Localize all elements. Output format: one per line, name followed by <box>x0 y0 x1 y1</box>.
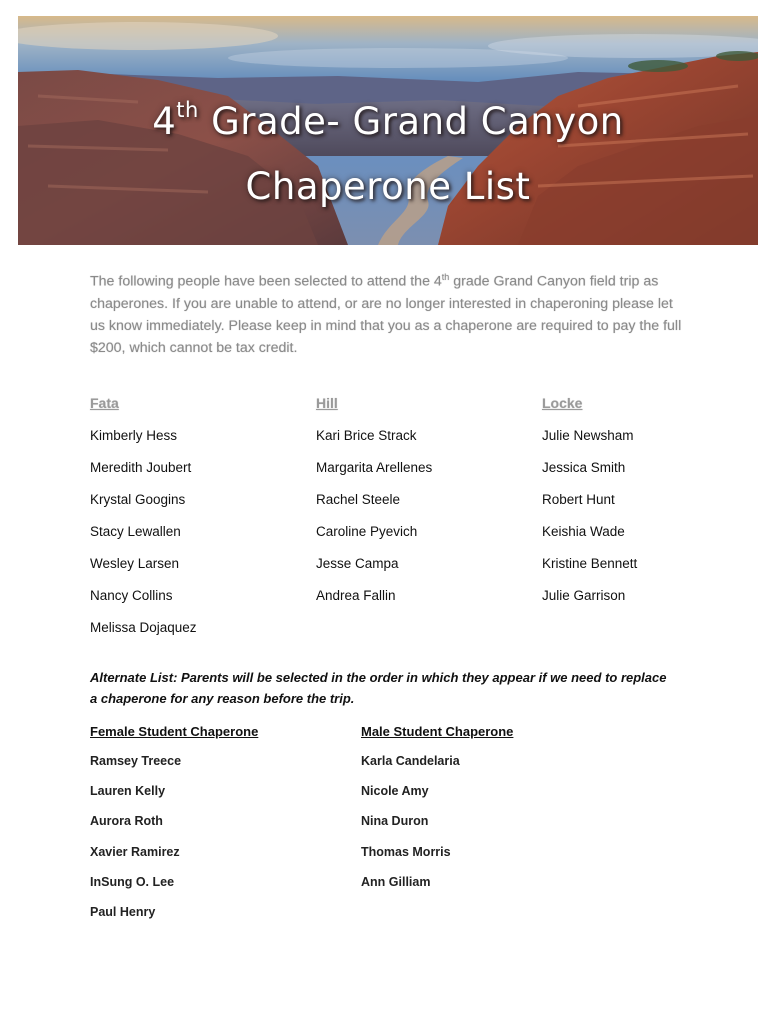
list-item: Melissa Dojaquez <box>90 620 197 635</box>
list-item: Aurora Roth <box>90 814 163 829</box>
alternate-list-note: Alternate List: Parents will be selected in the order in which they appear if we need to replace a chaperone for any reason before the trip. <box>90 670 667 706</box>
list-item: Julie Newsham <box>542 428 634 443</box>
list-item: Rachel Steele <box>316 492 401 507</box>
list-item: Kari Brice Strack <box>316 428 417 443</box>
list-item: Jessica Smith <box>542 460 626 475</box>
list-item: Thomas Morris <box>361 844 451 859</box>
column-locke <box>542 395 742 618</box>
list-item: Kimberly Hess <box>90 428 178 443</box>
list-item: Jesse Campa <box>316 556 399 571</box>
column-heading-hill: Hill <box>316 395 338 411</box>
female-chaperone-list <box>90 752 330 933</box>
male-chaperone-column <box>361 722 601 903</box>
list-item: Meredith Joubert <box>90 460 192 475</box>
female-chaperone-column <box>90 722 330 933</box>
list-item: Margarita Arellenes <box>316 460 433 475</box>
list-item: Krystal Googins <box>90 492 186 507</box>
list-item: Nina Duron <box>361 814 429 829</box>
grand-canyon-banner <box>18 16 758 245</box>
list-item: Ann Gilliam <box>361 874 431 889</box>
female-chaperone-heading: Female Student Chaperone <box>90 724 259 739</box>
list-item: Karla Candelaria <box>361 754 460 768</box>
list-item: Keishia Wade <box>542 524 625 539</box>
banner-title-line1: 4th Grade- Grand Canyon <box>152 97 624 143</box>
column-heading-locke: Locke <box>542 395 583 411</box>
list-item: InSung O. Lee <box>90 874 175 889</box>
column-fata <box>90 395 290 650</box>
list-item: Ramsey Treece <box>90 754 182 768</box>
list-item: Julie Garrison <box>542 588 626 603</box>
column-hill <box>316 395 516 618</box>
list-item: Caroline Pyevich <box>316 524 418 539</box>
list-item: Stacy Lewallen <box>90 524 181 539</box>
list-item: Paul Henry <box>90 904 156 919</box>
list-item: Andrea Fallin <box>316 588 396 603</box>
intro-paragraph: The following people have been selected to attend the 4th grade Grand Canyon field trip as chaperones. If you are unable to attend, or are no longer interested in chaperoning please let us know immediately. Please keep in mind that you as a chaperone are required to pay the full $200, which cannot be tax credit. <box>90 272 682 356</box>
column-heading-fata: Fata <box>90 395 119 411</box>
list-item: Wesley Larsen <box>90 556 180 571</box>
list-item: Lauren Kelly <box>90 784 166 799</box>
banner-title-line2: Chaperone List <box>245 165 531 208</box>
male-chaperone-heading: Male Student Chaperone <box>361 724 514 739</box>
name-list-locke <box>542 426 742 618</box>
name-list-fata <box>90 426 290 650</box>
name-list-hill <box>316 426 516 618</box>
list-item: Nicole Amy <box>361 784 429 799</box>
list-item: Robert Hunt <box>542 492 615 507</box>
list-item: Xavier Ramirez <box>90 844 180 859</box>
list-item: Kristine Bennett <box>542 556 638 571</box>
male-chaperone-list <box>361 752 601 903</box>
list-item: Nancy Collins <box>90 588 173 603</box>
